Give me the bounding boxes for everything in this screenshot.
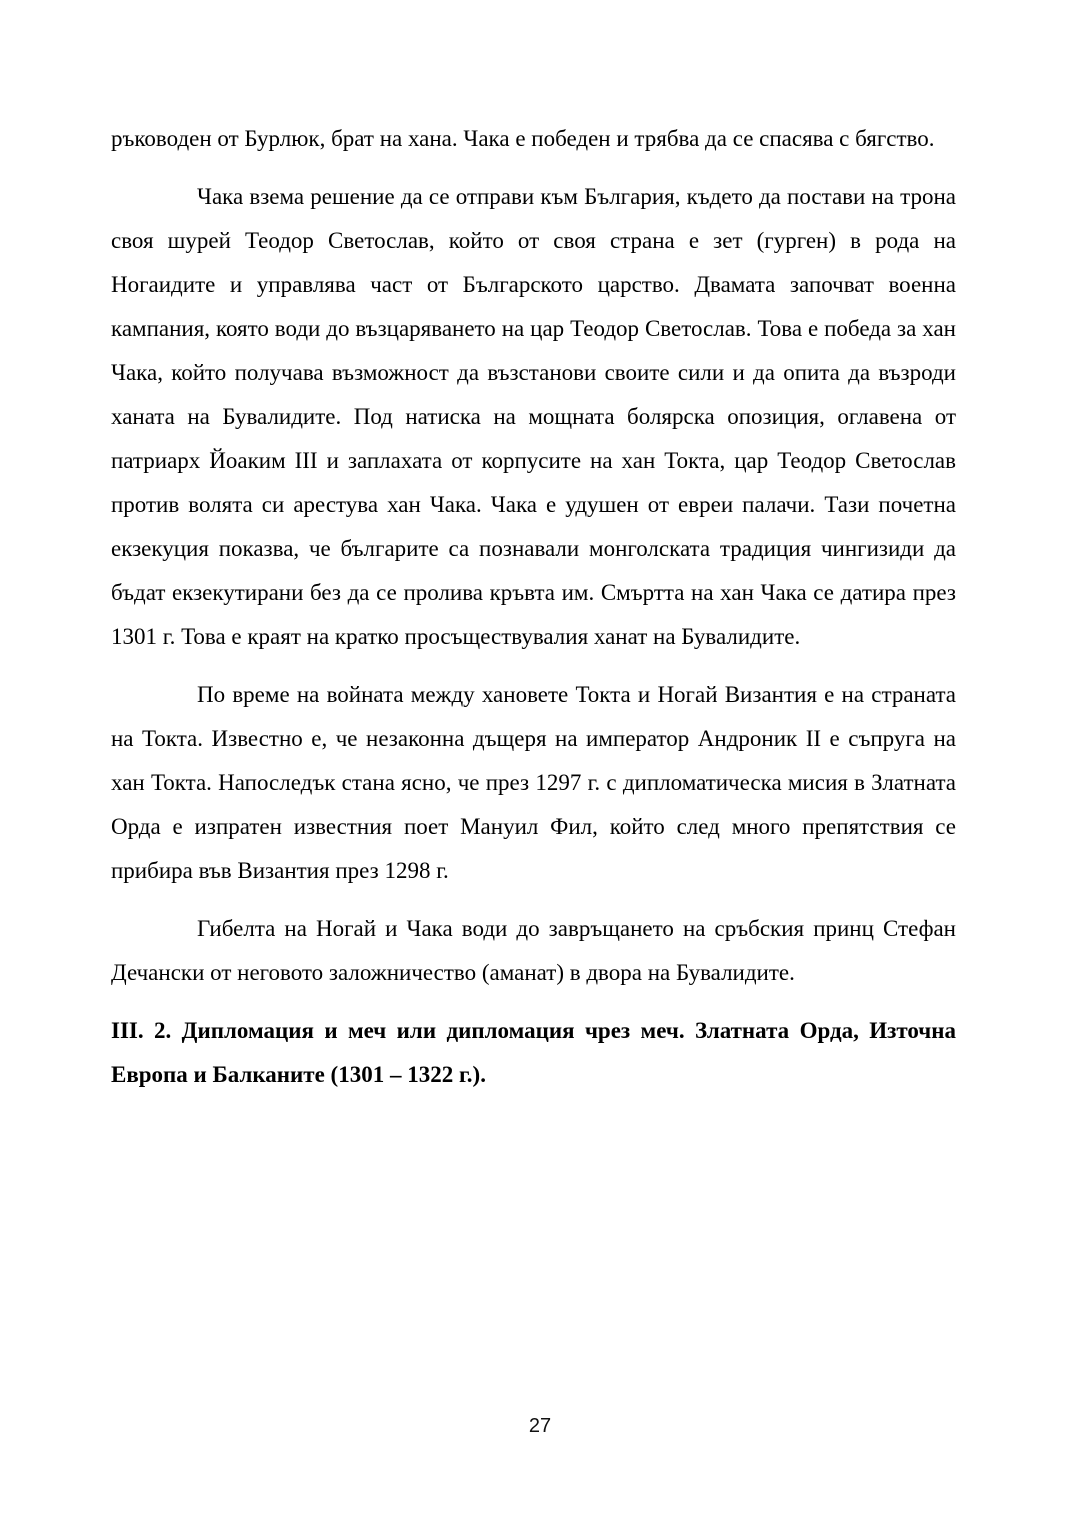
paragraph: По време на войната между хановете Токта и Ногай Византия е на страната на Токта. Известно е, че незаконна дъщеря на император Андроник II е съпруга на хан Токта. Напоследък стана ясно, че през 1297 г. с дипломатическа мисия в Златната Орда е изпратен известния поет Мануил Фил, който след много препятствия се прибира във Византия през 1298 г. bbox=[111, 682, 956, 883]
paragraph: Гибелта на Ногай и Чака води до завръщането на сръбския принц Стефан Дечански от неговото заложничество (аманат) в двора на Бувалидите. bbox=[111, 916, 956, 985]
page-footer bbox=[0, 1414, 1080, 1438]
section-heading: III. 2. Дипломация и меч или дипломация чрез меч. Златната Орда, Източна Европа и Балканите (1301 – 1322 г.). bbox=[111, 1018, 956, 1087]
paragraph: ръководен от Бурлюк, брат на хана. Чака е победен и трябва да се спасява с бягство. bbox=[111, 126, 935, 151]
page-number: 27 bbox=[528, 1415, 552, 1437]
text-block bbox=[111, 117, 956, 1097]
paragraph: Чака взема решение да се отправи към България, където да постави на трона своя шурей Теодор Светослав, който от своя страна е зет (гурген) в рода на Ногаидите и управлява част от Българското царство. Двамата започват военна кампания, която води до възцаряването на цар Теодор Светослав. Това е победа за хан Чака, който получава възможност да възстанови своите сили и да опита да възроди ханата на Бувалидите. Под натиска на мощната болярска опозиция, оглавена от патриарх Йоаким III и заплахата от корпусите на хан Токта, цар Теодор Светослав против волята си арестува хан Чака. Чака е удушен от евреи палачи. Тази почетна екзекуция показва, че българите са познавали монголската традиция чингизиди да бъдат екзекутирани без да се пролива кръвта им. Смъртта на хан Чака се датира през 1301 г. Това е краят на кратко просъществувалия ханат на Бувалидите. bbox=[111, 184, 956, 649]
